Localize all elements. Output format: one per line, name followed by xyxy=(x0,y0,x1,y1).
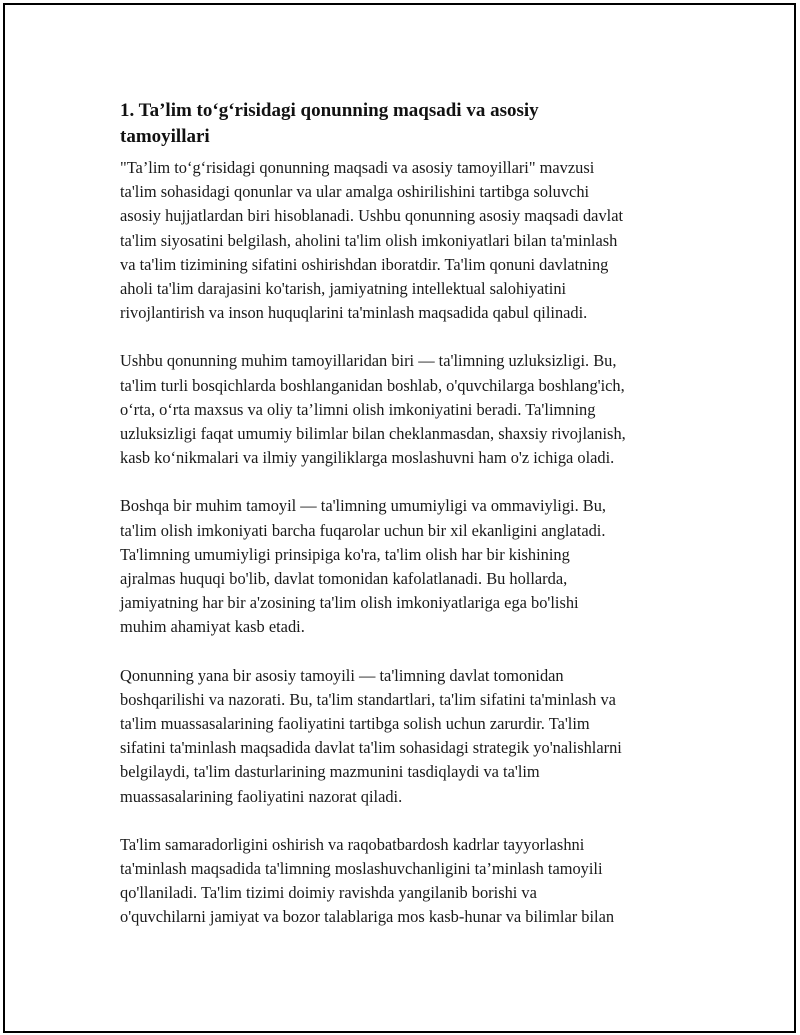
paragraph-line: ta'minlash maqsadida ta'limning moslashuvchanligini ta’minlash tamoyili xyxy=(120,859,603,879)
paragraph-line: va ta'lim tizimining sifatini oshirishdan iboratdir. Ta'lim qonuni davlatning xyxy=(120,254,609,274)
paragraph-line: "Ta’lim to‘g‘risidagi qonunning maqsadi va asosiy tamoyillari" mavzusi xyxy=(120,158,595,177)
paragraph-line: Ushbu qonunning muhim tamoyillaridan biri — ta'limning uzluksizligi. Bu, xyxy=(120,351,617,371)
heading-line: 1. Ta’lim to‘g‘risidagi qonunning maqsadi va asosiy xyxy=(120,100,539,121)
paragraph-line: o‘rta, o‘rta maxsus va oliy ta’limni olish imkoniyatini beradi. Ta'limning xyxy=(120,399,596,419)
paragraph-line: boshqarilishi va nazorati. Bu, ta'lim standartlari, ta'lim sifatini ta'minlash va xyxy=(120,689,616,709)
paragraphs-container xyxy=(120,156,700,930)
paragraph-line: asosiy hujjatlardan biri hisoblanadi. Ushbu qonunning asosiy maqsadi davlat xyxy=(120,206,624,226)
body-paragraph xyxy=(120,349,700,470)
paragraph-line: ta'lim turli bosqichlarda boshlanganidan boshlab, o'quvchilarga boshlang'ich, xyxy=(120,375,625,395)
paragraph-line: uzluksizligi faqat umumiy bilimlar bilan cheklanmasdan, shaxsiy rivojlanish, xyxy=(120,424,626,444)
paragraph-line: ta'lim siyosatini belgilash, aholini ta'lim olish imkoniyatlari bilan ta'minlash xyxy=(120,230,618,250)
paragraph-line: o'quvchilarni jamiyat va bozor talablariga mos kasb-hunar va bilimlar bilan xyxy=(120,907,615,927)
document-content xyxy=(120,98,700,954)
body-paragraph xyxy=(120,494,700,639)
paragraph-line: muhim ahamiyat kasb etadi. xyxy=(120,617,305,637)
body-paragraph xyxy=(120,664,700,809)
paragraph-line: ta'lim olish imkoniyati barcha fuqarolar uchun bir xil ekanligini anglatadi. xyxy=(120,520,606,540)
paragraph-line: rivojlantirish va inson huquqlarini ta'minlash maqsadida qabul qilinadi. xyxy=(120,303,588,323)
paragraph-line: Ta'lim samaradorligini oshirish va raqobatbardosh kadrlar tayyorlashni xyxy=(120,834,585,854)
paragraph-line: Qonunning yana bir asosiy tamoyili — ta'limning davlat tomonidan xyxy=(120,665,564,685)
section-heading xyxy=(120,98,700,150)
paragraph-line: Ta'limning umumiyligi prinsipiga ko'ra, ta'lim olish har bir kishining xyxy=(120,544,570,564)
document-page xyxy=(3,3,796,1033)
paragraph-line: muassasalarining faoliyatini nazorat qiladi. xyxy=(120,786,403,806)
paragraph-line: qo'llaniladi. Ta'lim tizimi doimiy ravishda yangilanib borishi va xyxy=(120,883,537,903)
paragraph-line: kasb ko‘nikmalari va ilmiy yangiliklarga moslashuvni ham o'z ichiga oladi. xyxy=(120,448,615,468)
paragraph-line: aholi ta'lim darajasini ko'tarish, jamiyatning intellektual salohiyatini xyxy=(120,279,567,299)
body-paragraph xyxy=(120,156,700,325)
paragraph-line: ta'lim muassasalarining faoliyatini tartibga solish uchun zarurdir. Ta'lim xyxy=(120,714,590,734)
paragraph-line: jamiyatning har bir a'zosining ta'lim olish imkoniyatlariga ega bo'lishi xyxy=(120,593,579,613)
body-paragraph xyxy=(120,833,700,930)
paragraph-line: belgilaydi, ta'lim dasturlarining mazmunini tasdiqlaydi va ta'lim xyxy=(120,762,540,782)
heading-line: tamoyillari xyxy=(120,126,210,147)
paragraph-line: ajralmas huquqi bo'lib, davlat tomonidan kafolatlanadi. Bu hollarda, xyxy=(120,569,568,589)
paragraph-line: sifatini ta'minlash maqsadida davlat ta'lim sohasidagi strategik yo'nalishlarni xyxy=(120,738,622,758)
paragraph-line: Boshqa bir muhim tamoyil — ta'limning umumiyligi va ommaviyligi. Bu, xyxy=(120,496,607,516)
paragraph-line: ta'lim sohasidagi qonunlar va ular amalga oshirilishini tartibga soluvchi xyxy=(120,182,590,202)
